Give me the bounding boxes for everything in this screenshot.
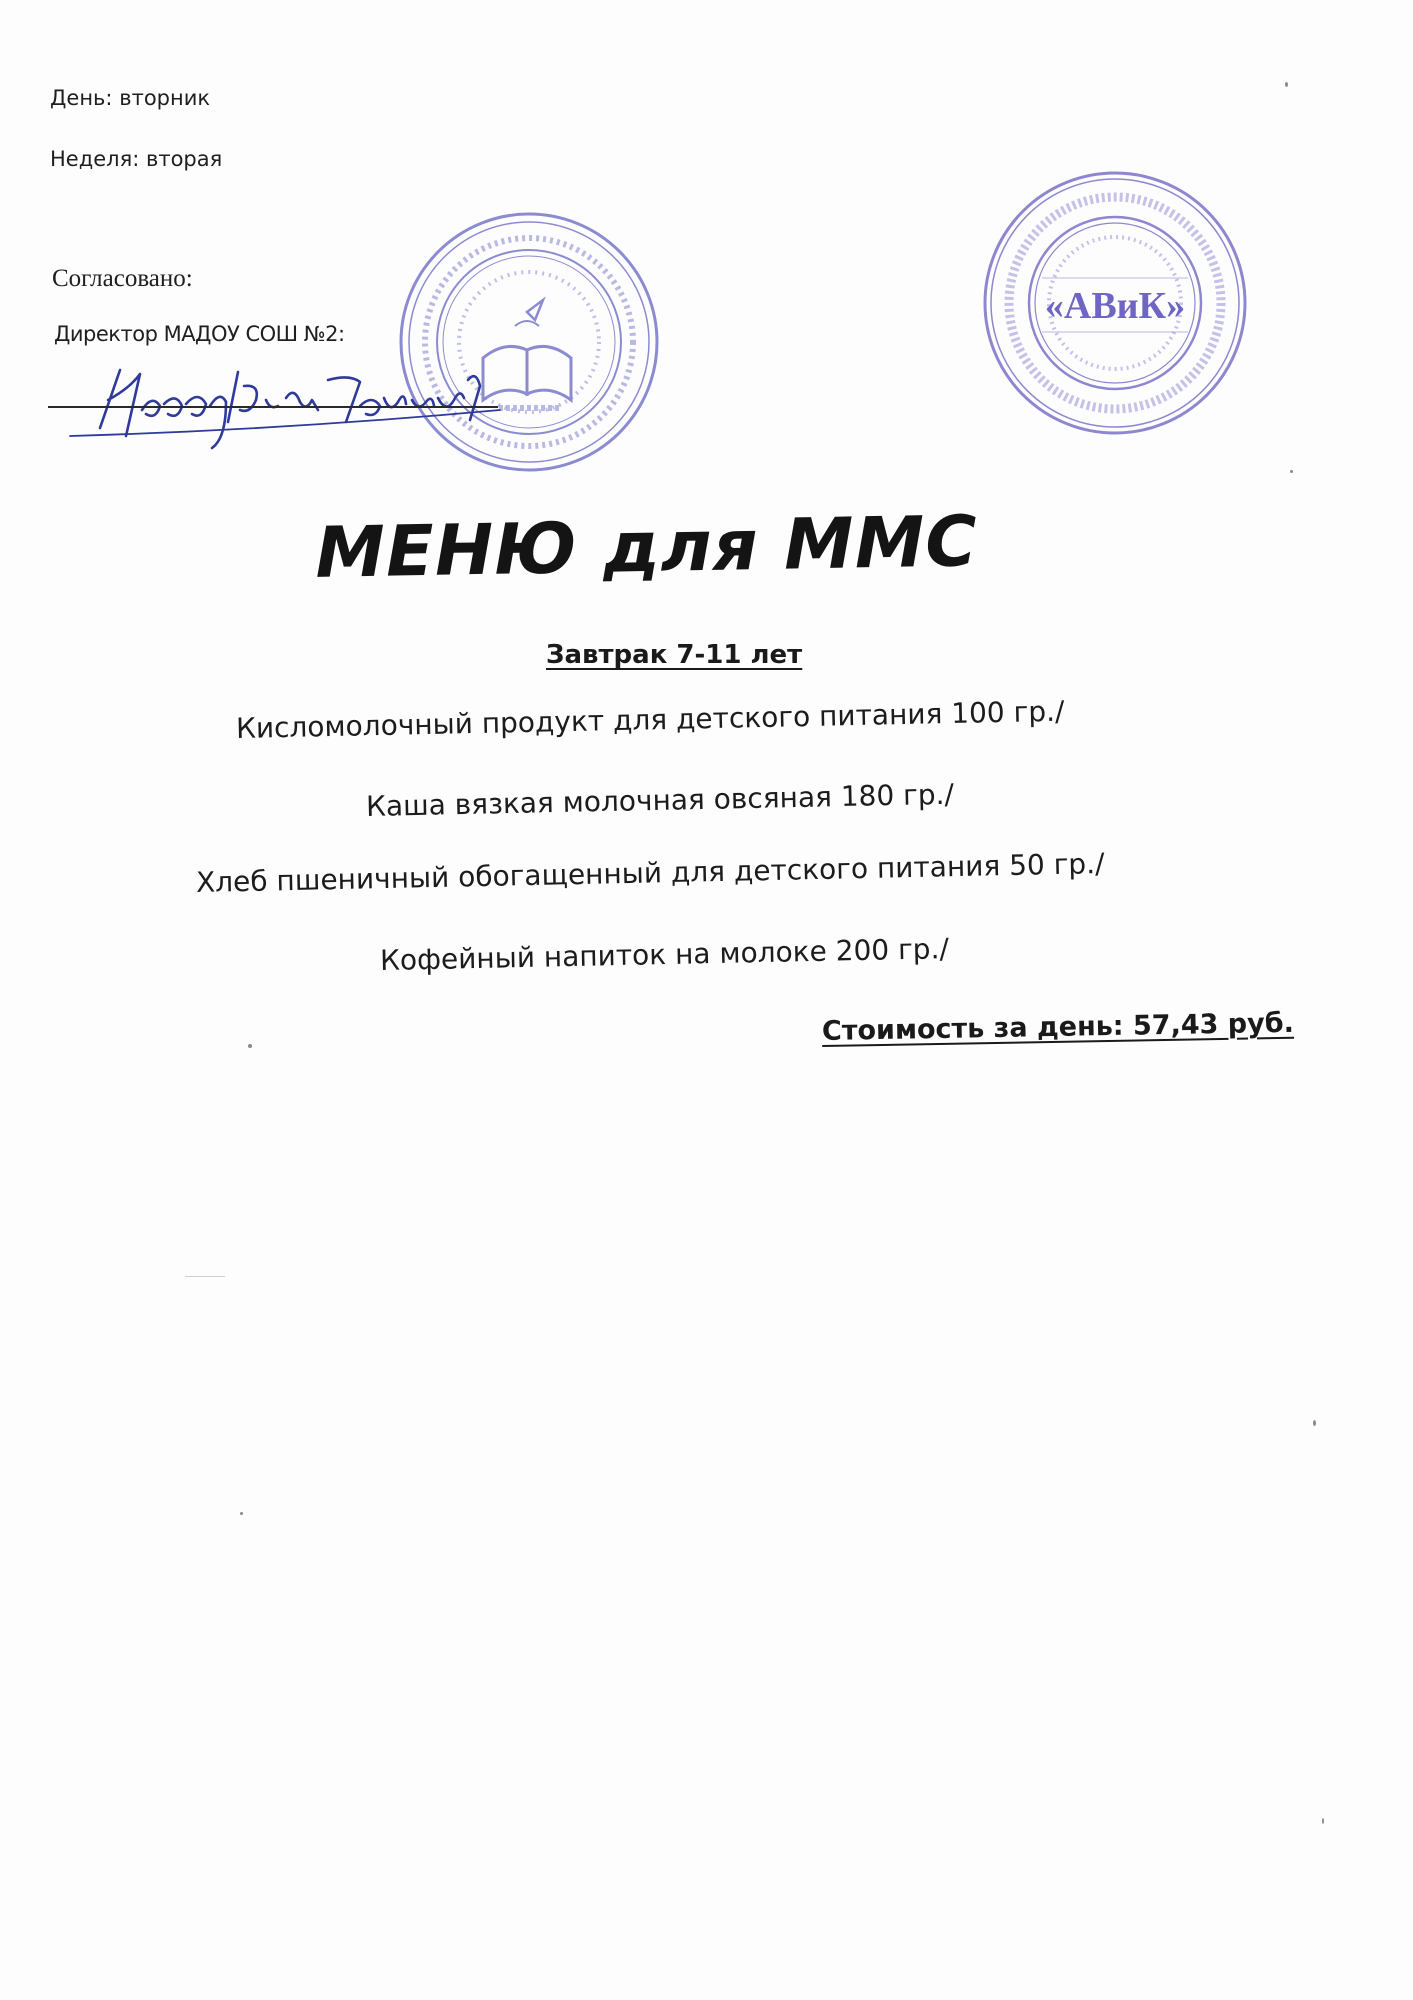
scan-speck [185,1276,225,1277]
company-seal-icon [980,168,1250,438]
menu-item: Кофейный напиток на молоке 200 гр./ [379,932,950,977]
scan-speck [1313,1420,1316,1426]
scan-speck [1290,470,1293,473]
company-seal-name: «АВиК» [1044,285,1186,327]
meal-heading: Завтрак 7-11 лет [546,640,803,670]
day-label: День: [50,86,113,110]
director-signature-icon [60,340,520,450]
menu-item: Каша вязкая молочная овсяная 180 гр./ [365,777,955,823]
daily-cost: Стоимость за день: 57,43 руб. [821,1007,1295,1047]
week-line [50,147,222,171]
scan-speck [248,1044,252,1048]
scan-speck [240,1512,243,1515]
week-label: Неделя: [50,147,140,171]
menu-item: Кисломолочный продукт для детского питания 100 гр./ [235,694,1065,745]
scan-speck [1322,1818,1324,1824]
day-line [50,86,210,110]
menu-title: МЕНЮ для ММС [314,500,979,594]
approved-label: Согласовано: [52,265,193,292]
signature-line [48,406,498,408]
scan-speck [1285,82,1288,87]
director-label: Директор МАДОУ СОШ №2: [54,322,345,346]
day-value: вторник [119,86,211,110]
menu-item: Хлеб пшеничный обогащенный для детского питания 50 гр./ [195,846,1105,899]
week-value: вторая [145,147,223,171]
